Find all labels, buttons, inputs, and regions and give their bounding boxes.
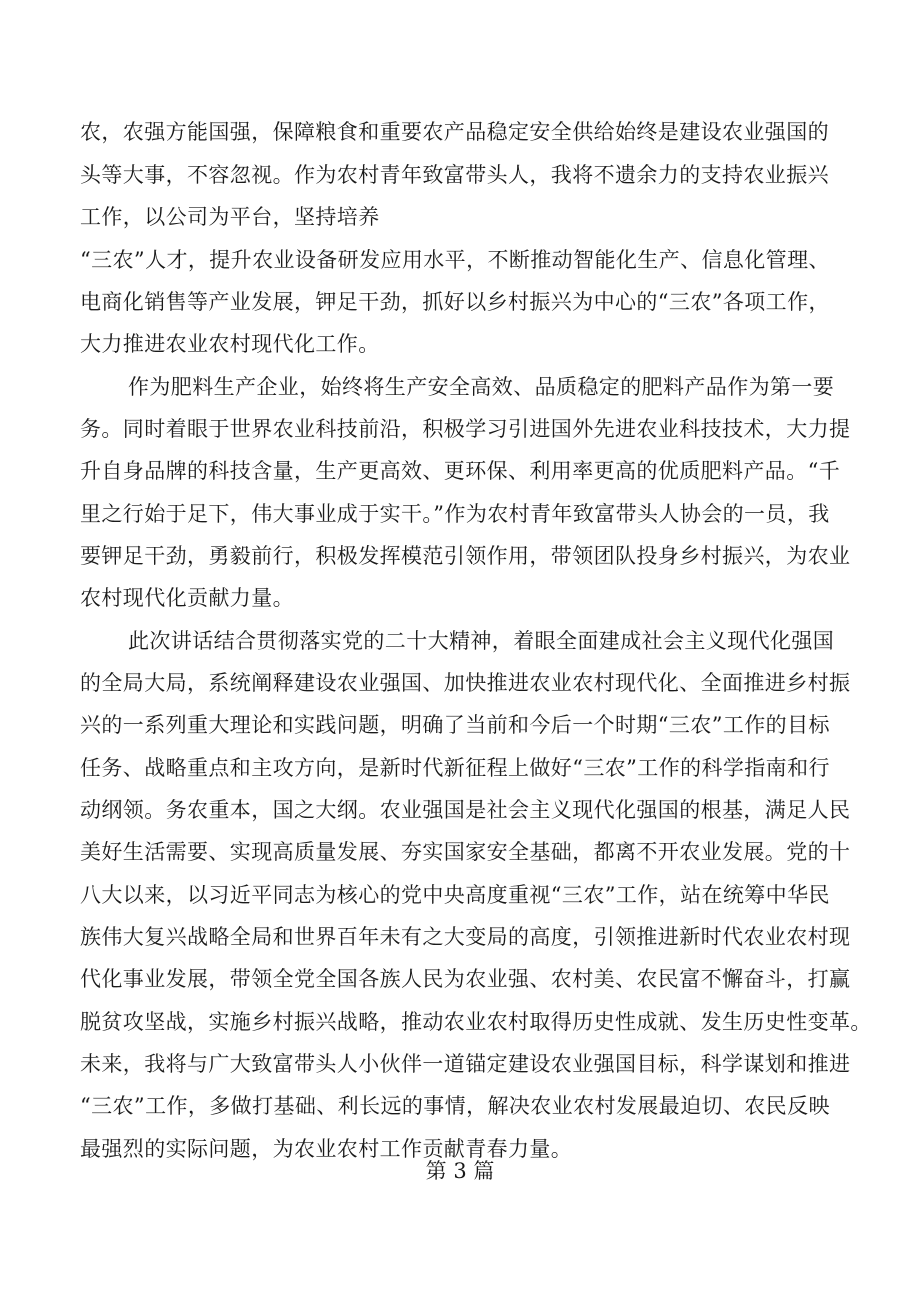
section-heading: 第 3 篇 (425, 1159, 495, 1183)
text-line: 动纲领。务农重本，国之大纲。农业强国是社会主义现代化强国的根基，满足人民 (80, 798, 851, 822)
text-line: 工作，以公司为平台，坚持培养 (80, 205, 380, 229)
text-line: 美好生活需要、实现高质量发展、夯实国家安全基础，都离不开农业发展。党的十 (80, 840, 851, 864)
text-line: 任务、战略重点和主攻方向，是新时代新征程上做好“三农”工作的科学指南和行 (80, 756, 830, 780)
text-line: 头等大事，不容忽视。作为农村青年致富带头人，我将不遗余力的支持农业振兴 (80, 163, 829, 187)
text-line: 农村现代化贡献力量。 (80, 586, 294, 610)
text-line: 务。同时着眼于世界农业科技前沿，积极学习引进国外先进农业科技技术，大力提 (80, 417, 851, 441)
text-line: 未来，我将与广大致富带头人小伙伴一道锚定建设农业强国目标，科学谋划和推进 (80, 1052, 851, 1076)
text-line: 大力推进农业农村现代化工作。 (80, 332, 380, 356)
text-line: 农，农强方能国强，保障粮食和重要农产品稳定安全供给始终是建设农业强国的 (80, 120, 829, 144)
paragraph-first-line: 作为肥料生产企业，始终将生产安全高效、品质稳定的肥料产品作为第一要 (128, 375, 835, 399)
text-line: 脱贫攻坚战，实施乡村振兴战略，推动农业农村取得历史性成就、发生历史性变革。 (80, 1010, 872, 1034)
text-line: 的全局大局，系统阐释建设农业强国、加快推进农业农村现代化、全面推进乡村振 (80, 671, 851, 695)
paragraph-first-line: 此次讲话结合贯彻落实党的二十大精神，着眼全面建成社会主义现代化强国 (128, 629, 835, 653)
text-line: 族伟大复兴战略全局和世界百年未有之大变局的高度，引领推进新时代农业农村现 (80, 925, 851, 949)
text-line: 兴的一系列重大理论和实践问题，明确了当前和今后一个时期“三农”工作的目标 (80, 713, 830, 737)
text-line: 要钾足干劲，勇毅前行，积极发挥模范引领作用，带领团队投身乡村振兴，为农业 (80, 544, 851, 568)
text-line: “三农”人才，提升农业设备研发应用水平，不断推动智能化生产、信息化管理、 (80, 248, 830, 272)
text-line: 最强烈的实际问题，为农业农村工作贡献青春力量。 (80, 1137, 573, 1161)
text-line: 代化事业发展，带领全党全国各族人民为农业强、农村美、农民富不懈奋斗，打赢 (80, 967, 851, 991)
text-line: 电商化销售等产业发展，钾足干劲，抓好以乡村振兴为中心的“三农”各项工作， (80, 290, 830, 314)
text-line: 升自身品牌的科技含量，生产更高效、更环保、利用率更高的优质肥料产品。“千 (80, 459, 841, 483)
text-line: 八大以来，以习近平同志为核心的党中央高度重视“三农”工作，站在统筹中华民 (80, 883, 830, 907)
text-line: “三农”工作，多做打基础、利长远的事情，解决农业农村发展最迫切、农民反映 (80, 1094, 830, 1118)
text-line: 里之行始于足下，伟大事业成于实干。”作为农村青年致富带头人协会的一员，我 (80, 502, 830, 526)
